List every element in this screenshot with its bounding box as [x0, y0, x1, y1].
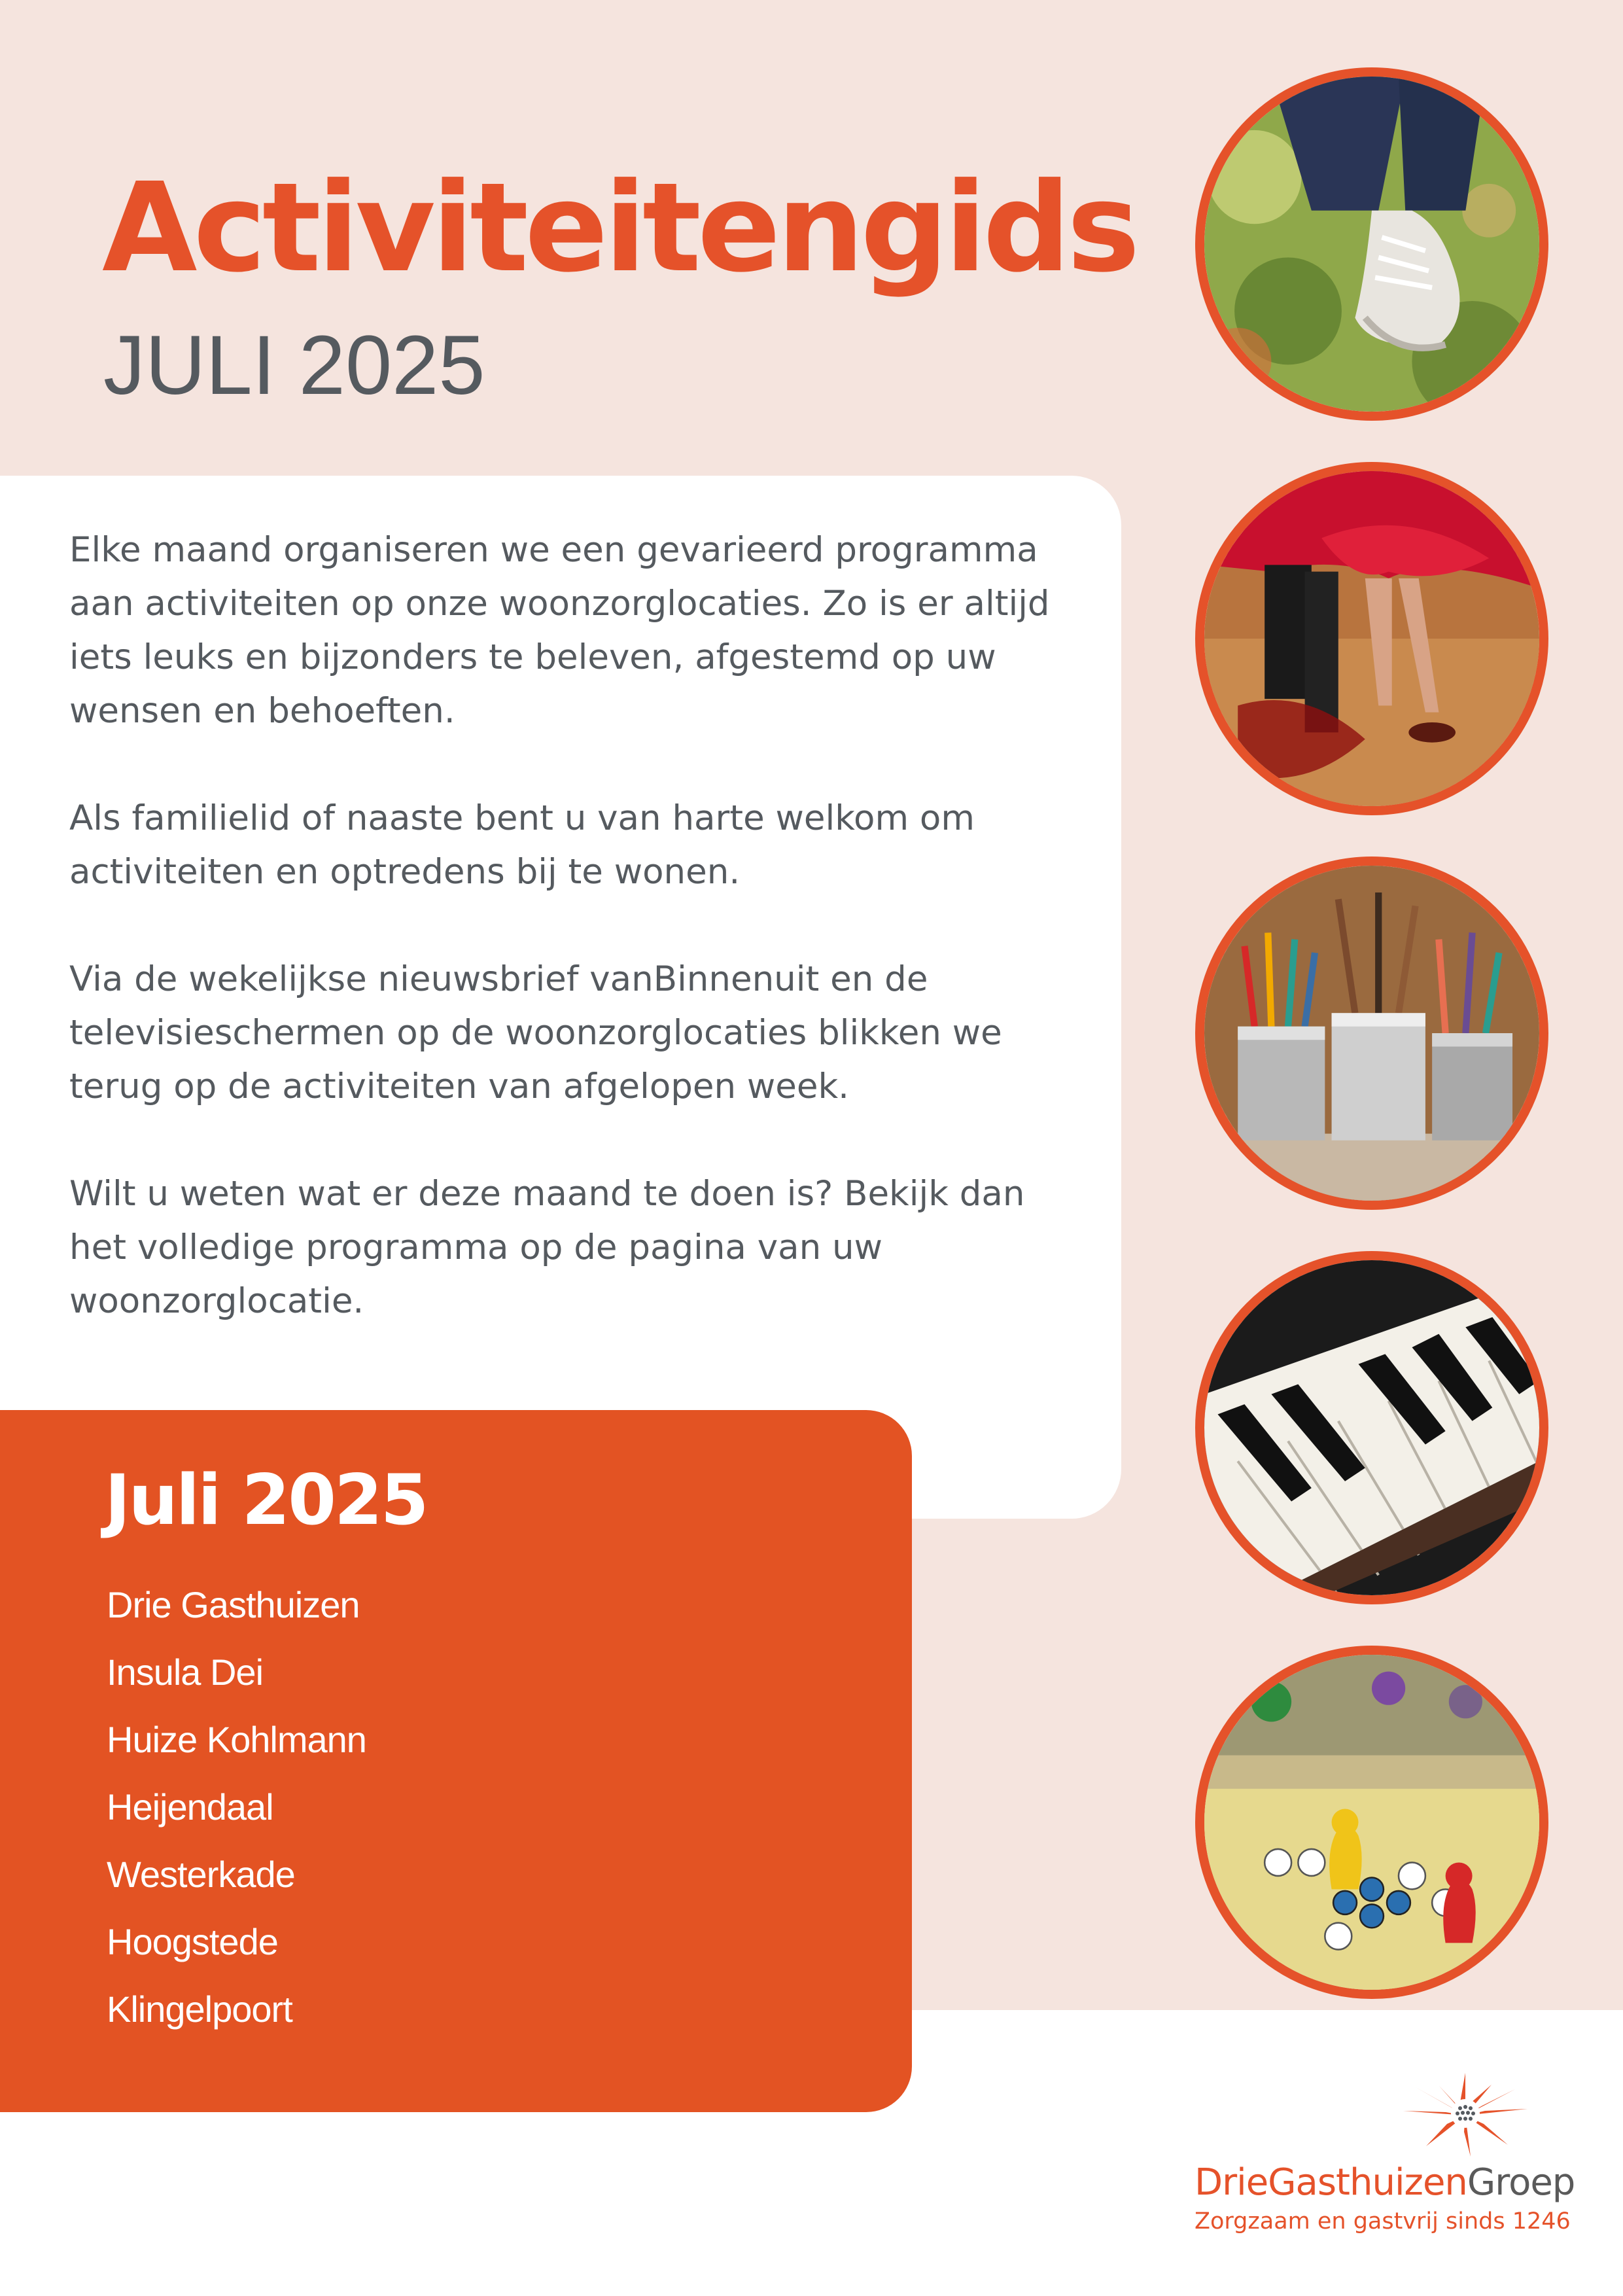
- location-link[interactable]: Insula Dei: [107, 1651, 264, 1693]
- locations-list: [107, 1583, 366, 2055]
- intro-paragraph: Elke maand organiseren we een gevarieerd programma aan activiteiten op onze woonzorglocaties. Zo is er altijd iets leuks en bijzonders te beleven, afgestemd op uw wensen en behoeften.: [69, 530, 1050, 731]
- dancing-photo: [1195, 462, 1548, 815]
- brand-name-part1: DrieGasthuizen: [1195, 2161, 1467, 2204]
- location-link[interactable]: Huize Kohlmann: [107, 1719, 366, 1760]
- sunflower-logo-icon: [1400, 2073, 1531, 2158]
- location-link[interactable]: Hoogstede: [107, 1921, 278, 1962]
- crafts-photo: [1195, 857, 1548, 1210]
- location-link[interactable]: Westerkade: [107, 1854, 295, 1895]
- brand-name: [1195, 2161, 1575, 2204]
- location-link[interactable]: Heijendaal: [107, 1786, 273, 1828]
- board-game-photo: [1195, 1646, 1548, 1999]
- intro-paragraph: Via de wekelijkse nieuwsbrief vanBinnenuit en de televisieschermen op de woonzorglocaties blikken we terug op de activiteiten van afgelopen week.: [69, 959, 1002, 1106]
- intro-paragraph: Als familielid of naaste bent u van harte welkom om activiteiten en optredens bij te wonen.: [69, 798, 975, 892]
- brand-name-part2: Groep: [1467, 2161, 1575, 2204]
- location-link[interactable]: Drie Gasthuizen: [107, 1584, 360, 1625]
- location-link[interactable]: Klingelpoort: [107, 1988, 292, 2030]
- page-title: Activiteitengids: [102, 156, 1136, 300]
- intro-paragraph: Wilt u weten wat er deze maand te doen is? Bekijk dan het volledige programma op de pagina van uw woonzorglocatie.: [69, 1174, 1025, 1321]
- brand-tagline: Zorgzaam en gastvrij sinds 1246: [1195, 2208, 1571, 2234]
- page-subtitle: JULI 2025: [103, 319, 485, 412]
- piano-photo: [1195, 1251, 1548, 1604]
- intro-text: [69, 523, 1090, 1328]
- locations-title: Juli 2025: [105, 1460, 427, 1540]
- walking-photo: [1195, 67, 1548, 421]
